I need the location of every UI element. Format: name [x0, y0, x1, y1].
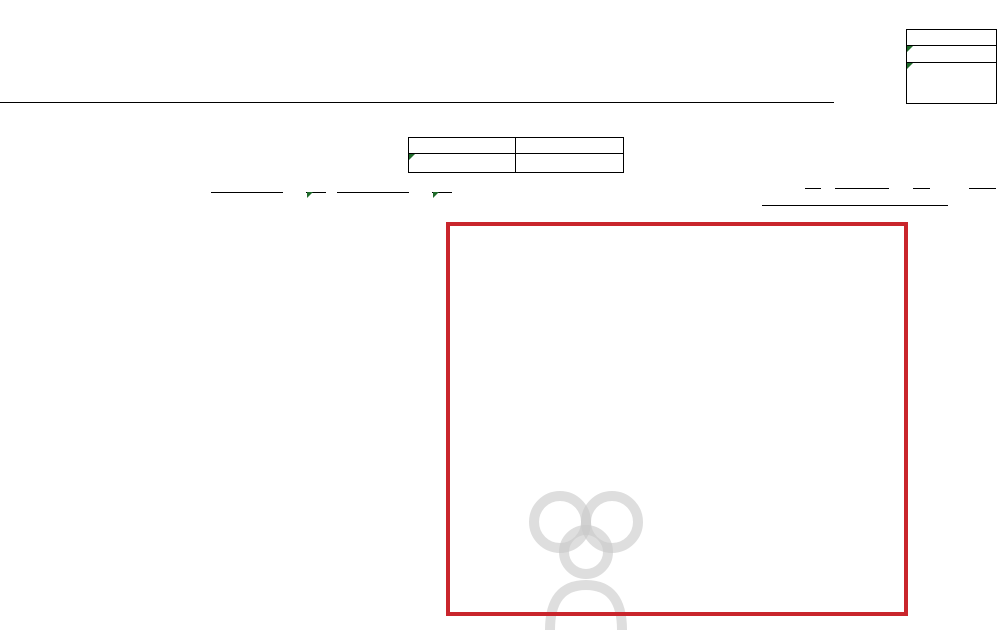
document-number-box — [408, 137, 624, 173]
highlight-rectangle — [446, 222, 908, 616]
code-box — [906, 29, 997, 104]
order-number-field[interactable] — [969, 188, 996, 189]
period-value[interactable] — [211, 192, 283, 193]
organization-underline — [0, 102, 834, 103]
staff-count-field[interactable] — [762, 205, 948, 206]
order-month-field[interactable] — [835, 188, 889, 189]
order-day-field[interactable] — [805, 188, 821, 189]
order-year-field[interactable] — [913, 188, 930, 189]
month-value[interactable] — [337, 192, 409, 193]
